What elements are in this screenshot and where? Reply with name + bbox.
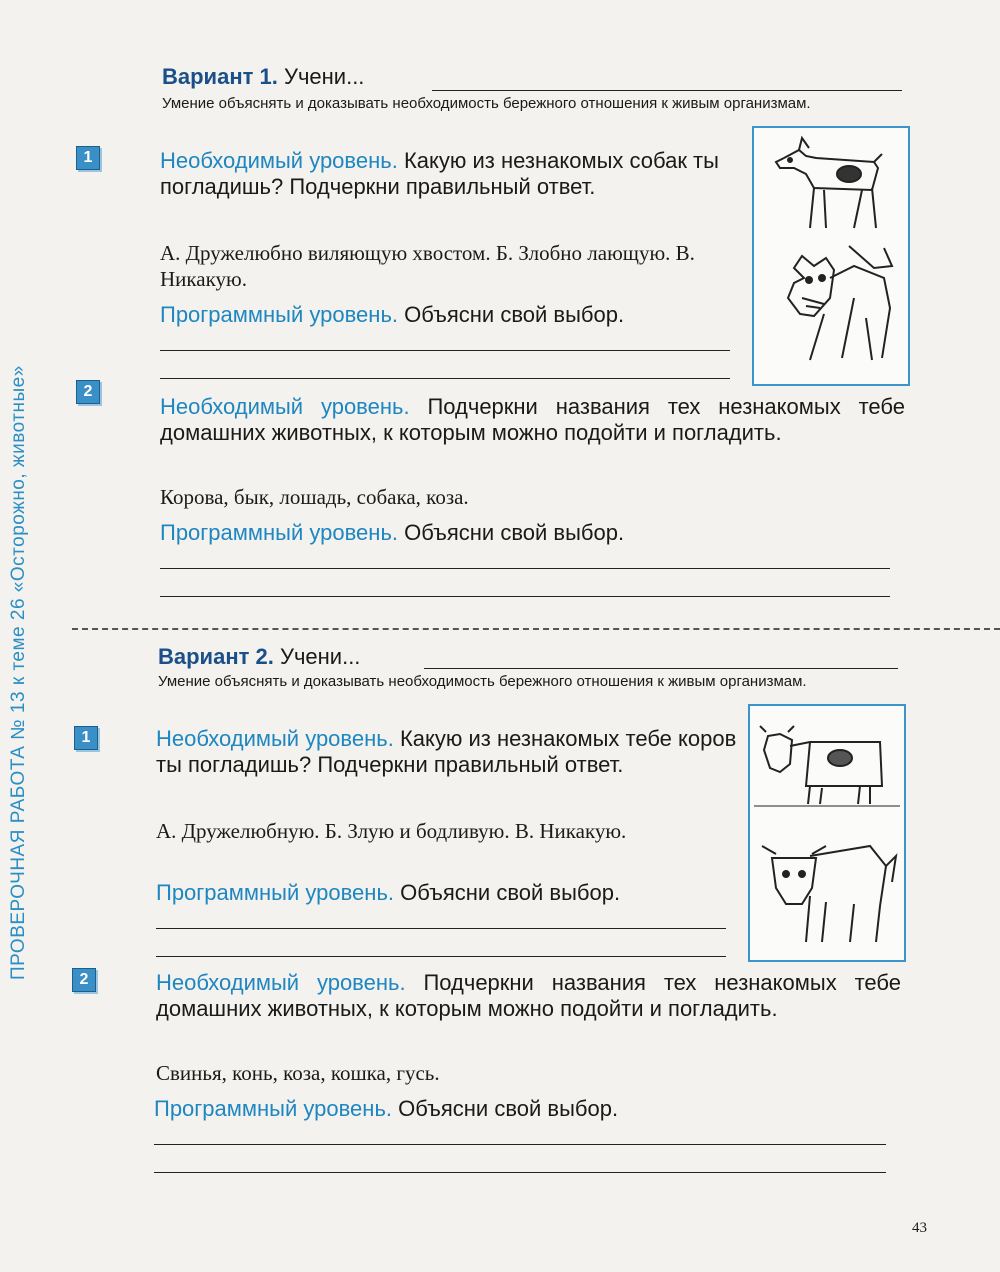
- variant1-task1-prog: [160, 302, 624, 328]
- cows-illustration: [750, 706, 904, 960]
- answer-line[interactable]: [160, 350, 730, 351]
- answer-line[interactable]: [160, 568, 890, 569]
- level-label: Необходимый уровень.: [156, 726, 394, 751]
- angry-dog-icon: [788, 246, 892, 360]
- variant2-skill: Умение объяснять и доказывать необходимость бережного отношения к живым организмам.: [158, 673, 807, 690]
- question-text: Подчеркни названия тех незнакомых тебе домашних животных, к которым можно подойти и погладить.: [156, 970, 901, 1021]
- variant1-header: [162, 64, 364, 90]
- task-number-badge: 2: [76, 380, 100, 404]
- prog-level-label: Программный уровень.: [160, 520, 399, 545]
- variant2-task1-answers[interactable]: А. Дружелюбную. Б. Злую и бодливую. В. Никакую.: [156, 819, 627, 843]
- student-name-line[interactable]: [424, 668, 898, 669]
- variant2-title: Вариант 2.: [158, 644, 274, 669]
- variant1-task2-question: [160, 394, 905, 446]
- prog-level-label: Программный уровень.: [154, 1096, 393, 1121]
- task-number-badge: 1: [74, 726, 98, 750]
- prog-task-text: Объясни свой выбор.: [398, 1096, 619, 1121]
- variant1-student: Учени...: [283, 64, 365, 89]
- prog-task-text: Объясни свой выбор.: [404, 520, 625, 545]
- variant1-task1-answers[interactable]: А. Дружелюбно виляющую хвостом. Б. Злобно лающую. В. Никакую.: [160, 241, 695, 291]
- answer-line[interactable]: [156, 928, 726, 929]
- angry-bull-icon: [762, 846, 896, 942]
- level-label: Необходимый уровень.: [160, 148, 398, 173]
- answer-line[interactable]: [156, 956, 726, 957]
- cows-image-box: [748, 704, 906, 962]
- variant2-task1-question: [156, 726, 738, 778]
- prog-task-text: Объясни свой выбор.: [400, 880, 621, 905]
- variant1-title: Вариант 1.: [162, 64, 278, 89]
- level-label: Необходимый уровень.: [160, 394, 410, 419]
- dogs-image-box: [752, 126, 910, 386]
- question-text: Какую из незнакомых собак ты погладишь? Подчеркни правильный ответ.: [160, 148, 719, 199]
- dogs-illustration: [754, 128, 908, 384]
- friendly-cow-icon: [754, 726, 900, 806]
- variant2-student: Учени...: [279, 644, 361, 669]
- prog-level-label: Программный уровень.: [160, 302, 399, 327]
- question-text: Подчеркни названия тех незнакомых тебе домашних животных, к которым можно подойти и погладить.: [160, 394, 905, 445]
- answer-line[interactable]: [154, 1144, 886, 1145]
- prog-task-text: Объясни свой выбор.: [404, 302, 625, 327]
- variant2-task2-animals[interactable]: Свинья, конь, коза, кошка, гусь.: [156, 1061, 440, 1085]
- task-number-badge: 1: [76, 146, 100, 170]
- answer-line[interactable]: [154, 1172, 886, 1173]
- level-label: Необходимый уровень.: [156, 970, 406, 995]
- cut-line: [72, 628, 1000, 630]
- side-label: ПРОВЕРОЧНАЯ РАБОТА № 13 к теме 26 «Осторожно, животные»: [8, 365, 29, 980]
- answer-line[interactable]: [160, 378, 730, 379]
- variant1-skill: Умение объяснять и доказывать необходимость бережного отношения к живым организмам.: [162, 95, 811, 112]
- variant2-task2-question: [156, 970, 901, 1022]
- task-number-badge: 2: [72, 968, 96, 992]
- variant1-task2-prog: [160, 520, 624, 546]
- prog-level-label: Программный уровень.: [156, 880, 395, 905]
- variant2-task2-prog: [154, 1096, 618, 1122]
- question-text: Какую из незнакомых тебе коров ты погладишь? Подчеркни правильный ответ.: [156, 726, 737, 777]
- variant2-task1-prog: [156, 880, 620, 906]
- answer-line[interactable]: [160, 596, 890, 597]
- student-name-line[interactable]: [432, 90, 902, 91]
- variant1-task1-question: [160, 148, 745, 200]
- variant1-task2-animals[interactable]: Корова, бык, лошадь, собака, коза.: [160, 485, 469, 509]
- friendly-dog-icon: [776, 138, 882, 228]
- variant2-header: [158, 644, 360, 670]
- page-number: 43: [912, 1220, 927, 1236]
